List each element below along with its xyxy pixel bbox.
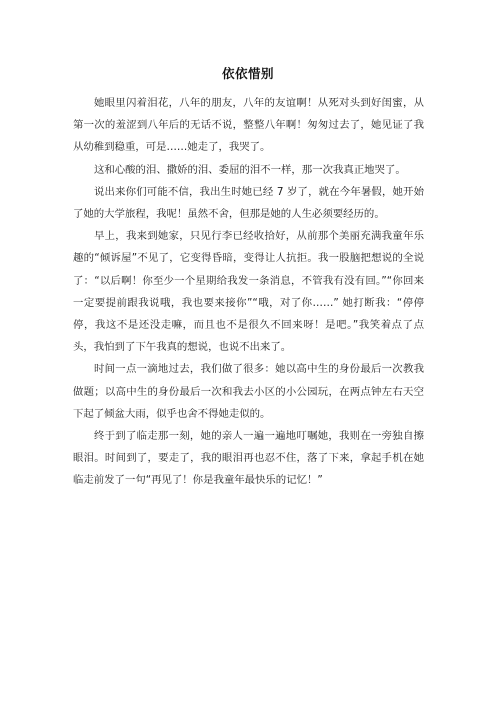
paragraph-5: 时间一点一滴地过去，我们做了很多：她以高中生的身份最后一次教我做题；以高中生的身份最后一次和我去小区的小公园玩，在两点钟左右天空下起了倾盆大雨，似乎也舍不得她走似的。: [73, 363, 424, 420]
paragraph-4: 早上，我来到她家，只见行李已经收拾好，从前那个美丽充满我童年乐趣的“倾诉屋”不见了，它变得昏暗，变得让人抗拒。我一股脑把想说的全说了：“以后啊！你至少一个星期给我发一条消息，不管我有没有回。”“你回来一定要提前跟我说哦，我也要来接你”“哦，对了你……” 她打断我：“停停停，我这不是还没走嘛，而且也不是很久不回来呀！是吧。”我笑着点了点头，我怕到了下午我真的想说，也说不出来了。: [73, 230, 424, 354]
paragraph-1: 她眼里闪着泪花，八年的朋友，八年的友谊啊！从死对头到好闺蜜，从第一次的羞涩到八年后的无话不说，整整八年啊！匆匆过去了，她见证了我从幼稚到稳重，可是……她走了，我哭了。: [73, 97, 424, 154]
paragraph-3: 说出来你们可能不信，我出生时她已经 7 岁了，就在今年暑假，她开始了她的大学旅程，我呢！虽然不舍，但那是她的人生必须要经历的。: [73, 185, 424, 221]
document-title: 依依惜别: [221, 66, 274, 81]
document-body: [73, 92, 424, 492]
paragraph-6: 终于到了临走那一刻，她的亲人一遍一遍地叮嘱她，我则在一旁独自擦眼泪。时间到了，要走了，我的眼泪再也忍不住，落了下来，拿起手机在她临走前发了一句“再见了！你是我童年最快乐的记忆！”: [73, 430, 424, 487]
paragraph-2: 这和心酸的泪、撒娇的泪、委屈的泪不一样，那一次我真正地哭了。: [94, 163, 406, 176]
